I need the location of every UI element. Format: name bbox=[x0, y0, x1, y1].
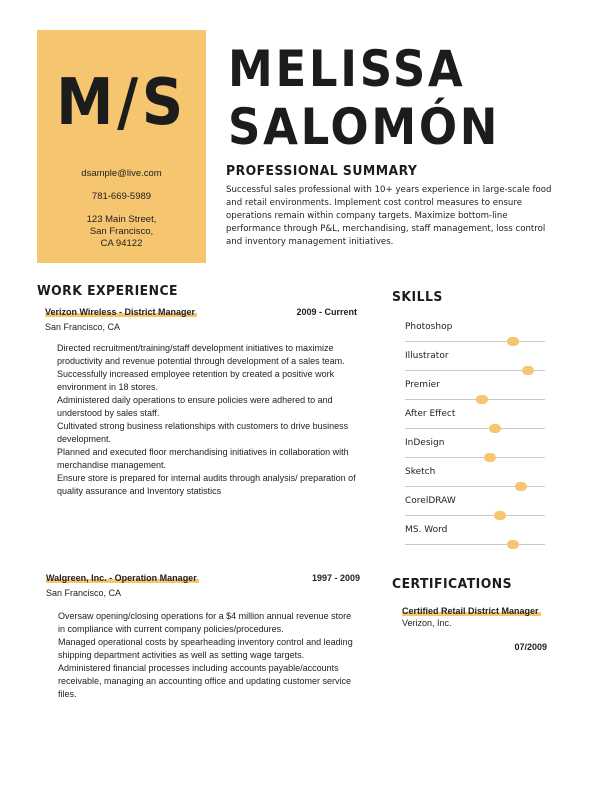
skill-level-marker bbox=[484, 453, 496, 462]
skill-track bbox=[405, 457, 545, 458]
certification-date: 07/2009 bbox=[514, 642, 547, 652]
certification-entry bbox=[402, 606, 547, 652]
skill-name: InDesign bbox=[405, 438, 445, 448]
duty-item: Managed operational costs by spearheading inventory control and leading shipping department activities as well as setting wage targets. bbox=[58, 637, 353, 660]
contact-address-line-3: CA 94122 bbox=[100, 238, 143, 249]
skill-name: Illustrator bbox=[405, 351, 449, 361]
duty-item: Oversaw opening/closing operations for a $4 million annual revenue store in compliance with current company policies/procedures. bbox=[58, 611, 352, 634]
skill-track bbox=[405, 341, 545, 342]
certification-org: Verizon, Inc. bbox=[402, 618, 452, 628]
contact-address-line-1: 123 Main Street, bbox=[86, 214, 157, 225]
skill-name: CorelDRAW bbox=[405, 496, 456, 506]
duty-item: Directed recruitment/training/staff development initiatives to maximize productivity and revenue potential through development of a sales team. bbox=[57, 343, 345, 366]
job-dates: 1997 - 2009 bbox=[311, 573, 360, 583]
duty-item: Administered daily operations to ensure policies were adhered to and understood by sales staff. bbox=[57, 395, 333, 418]
contact-address-line-2: San Francisco, bbox=[89, 226, 154, 237]
skill-level-marker bbox=[515, 482, 527, 491]
skill-level-marker bbox=[489, 424, 501, 433]
skill-track bbox=[405, 428, 545, 429]
duty-item: Ensure store is prepared for internal audits through analysis/ preparation of quality assurance and Inventory statistics bbox=[57, 473, 356, 496]
skill-level-marker bbox=[494, 511, 506, 520]
skills-list bbox=[405, 322, 545, 554]
skill-track bbox=[405, 399, 545, 400]
skills-heading: SKILLS bbox=[392, 289, 443, 305]
contact-info bbox=[37, 168, 206, 250]
candidate-name bbox=[228, 40, 500, 156]
skill-track bbox=[405, 515, 545, 516]
duty-item: Successfully increased employee retention by created a positive work environment in 18 stores. bbox=[57, 369, 335, 392]
skill-row bbox=[405, 438, 545, 467]
job-title: Verizon Wireless - District Manager bbox=[45, 307, 195, 317]
duty-item: Planned and executed floor merchandising initiatives in collaboration with merchandise management. bbox=[57, 447, 349, 470]
skill-row bbox=[405, 351, 545, 380]
skill-name: Photoshop bbox=[405, 322, 453, 332]
certification-title: Certified Retail District Manager bbox=[402, 606, 539, 616]
work-experience-heading: WORK EXPERIENCE bbox=[37, 283, 178, 299]
job-duties bbox=[58, 610, 358, 701]
last-name: SALOMÓN bbox=[228, 98, 501, 156]
skill-name: Sketch bbox=[405, 467, 436, 477]
skill-level-marker bbox=[507, 540, 519, 549]
skill-track bbox=[405, 486, 545, 487]
monogram: M/S bbox=[56, 66, 187, 140]
skill-row bbox=[405, 496, 545, 525]
duty-item: Administered financial processes including accounts payable/accounts receivable, managing an accounting office and updating customer service files. bbox=[58, 663, 352, 699]
skill-track bbox=[405, 544, 545, 545]
first-name: MELISSA bbox=[228, 40, 466, 98]
job-title: Walgreen, Inc. - Operation Manager bbox=[46, 573, 197, 583]
monogram-panel bbox=[37, 30, 206, 263]
skill-row bbox=[405, 525, 545, 554]
job-duties bbox=[57, 342, 357, 498]
job-entry bbox=[45, 307, 360, 498]
skill-track bbox=[405, 370, 545, 371]
summary-text: Successful sales professional with 10+ years experience in large-scale food and retail environments. Implement cost control measures to ensure operations remain within company targets. Maximize bottom-line performance through P&L, merchandising, staff management, loss control and inventory management initiatives. bbox=[226, 185, 552, 247]
skill-row bbox=[405, 409, 545, 438]
job-location: San Francisco, CA bbox=[45, 322, 121, 332]
skill-row bbox=[405, 322, 545, 351]
contact-phone: 781-669-5989 bbox=[91, 191, 152, 202]
skill-row bbox=[405, 380, 545, 409]
skill-name: Premier bbox=[405, 380, 440, 390]
duty-item: Cultivated strong business relationships with customers to drive business development. bbox=[57, 421, 349, 444]
skill-level-marker bbox=[507, 337, 519, 346]
skill-name: After Effect bbox=[405, 409, 456, 419]
skill-row bbox=[405, 467, 545, 496]
skill-level-marker bbox=[522, 366, 534, 375]
skill-name: MS. Word bbox=[405, 525, 448, 535]
job-location: San Francisco, CA bbox=[46, 588, 122, 598]
contact-email: dsample@live.com bbox=[81, 168, 162, 179]
summary-heading: PROFESSIONAL SUMMARY bbox=[226, 163, 418, 179]
skill-level-marker bbox=[476, 395, 488, 404]
job-dates: 2009 - Current bbox=[296, 307, 357, 317]
certifications-heading: CERTIFICATIONS bbox=[392, 576, 513, 592]
job-entry bbox=[46, 573, 360, 701]
